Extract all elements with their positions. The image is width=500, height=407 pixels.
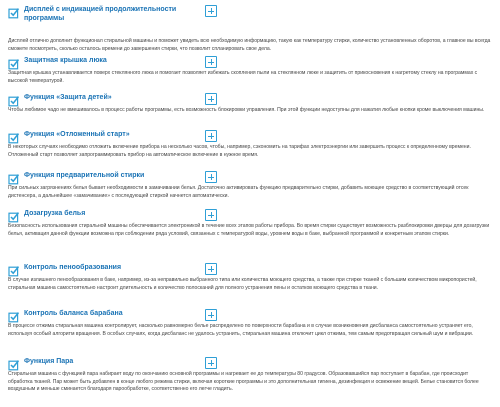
expand-plus-icon[interactable] — [205, 309, 217, 321]
check-icon — [8, 132, 20, 144]
expand-plus-icon[interactable] — [205, 209, 217, 221]
feature-header — [8, 5, 492, 23]
check-icon — [8, 211, 20, 223]
check-icon — [8, 311, 20, 323]
feature-title: Функция Пара — [24, 358, 74, 365]
feature-title: Функция «Защита детей» — [24, 94, 112, 101]
expand-plus-icon[interactable] — [205, 357, 217, 369]
expand-plus-icon[interactable] — [205, 130, 217, 142]
expand-plus-icon[interactable] — [205, 5, 217, 17]
check-icon — [8, 58, 20, 70]
expand-plus-icon[interactable] — [205, 171, 217, 183]
feature-description: Дисплей отлично дополнит функционал стиральной машины и поможет увидеть всю необходимую информацию, такую как температуру стирки, количество установленных оборотов, а главное вы всегда сможете посмотреть, сколько осталось времени до завершения стирки, что позволит спланировать свое дела. — [8, 38, 491, 52]
feature-title: Функция предварительной стирки — [24, 172, 145, 179]
feature-title: Дозагрузка белья — [24, 210, 86, 217]
feature-description: В случае излишнего пенообразования в баке, например, из-за неправильно выбранного типа или количества моющего средства, а также при стирке тканей с большим количеством микропористей, стиральная машина самостоятельно настроит длительность и количество полосканий для полного устранения пены и остатков моющего средства в ткани. — [8, 277, 477, 291]
feature-title: Защитная крышка люка — [24, 57, 107, 64]
expand-plus-icon[interactable] — [205, 56, 217, 68]
check-icon — [8, 95, 20, 107]
feature-description: Безопасность использования стиральной машины обеспечивается электроникой в течение всех этапов работы прибора. Во время стирки существует возможность разблокировки дверцы для дозагрузки белья, активация данной функции возможна при соблюдении ряда условий, связанных с температурой воды, уровнем воды в баке, выбранной программой и конкретным этапом стирки. — [8, 223, 490, 237]
feature-title: Контроль пенообразования — [24, 264, 122, 271]
feature-title: Функция «Отложенный старт» — [24, 131, 130, 138]
feature-description: В процессе отжима стиральная машина контролирует, насколько равномерно белье распределено по поверхности барабана и в случае возникновения дисбаланса самостоятельно устраняет его, используя особый алгоритм вращения. В особых случаях, когда дисбаланс не удалось устранить, стиральная машина отключит цикл отжима, тем самым предотвращая сильный шум и вибрации. — [8, 323, 474, 337]
feature-title: Контроль баланса барабана — [24, 310, 123, 317]
feature-description: Защитная крышка устанавливается поверх стеклянного люка и помогает позволяет избежать скопления пыли на стеклянном люке и защитить от прикосновения к нагретому стеклу на программах с высокой температурой. — [8, 70, 478, 84]
check-icon — [8, 7, 20, 19]
expand-plus-icon[interactable] — [205, 263, 217, 275]
expand-plus-icon[interactable] — [205, 93, 217, 105]
feature-description: При сильных загрязнениях белья бывает необходимости в замачивании белья. Достаточно активировать функцию предварительно стирки, добавить моющее средство в соответствующий отсек дистенсера, а дальнейшее «замачивание» с последующей стиркой начнется автоматически. — [8, 185, 469, 199]
check-icon — [8, 359, 20, 371]
feature-description: В некоторых случаях необходимо отложить включение прибора на несколько часов, чтобы, например, сэкономить на тарифах электроэнергии или завершить процесс к определенному времени. Отложенный старт позволяет запрограммировать прибор на автоматическое включение в нужное время. — [8, 144, 471, 158]
check-icon — [8, 265, 20, 277]
feature-description: Стиральная машина с функцией пара набирает воду по окончанию основной программы и нагревает ее до температуры 80 градусов. Образовавшийся пар поступает в барабан, где происходит обработка тканей. Пар может быть добавлен в конце любого режима стирки, включая короткие программы и это дополнительная гигиена, дезинфекция и освежение вещей. Белье становится более воздушным и меньше сминается благодаря парообработке, соответственно его легче гладить. — [8, 371, 479, 392]
feature-title: Дисплей с индикацией продолжительности программы — [24, 6, 177, 22]
check-icon — [8, 173, 20, 185]
feature-description: Чтобы любимое чадо не вмешивалось в процесс работы программы, есть возможность блокировки управления. При этой функции недоступны для нажатия любые кнопки кроме выключения машины. — [8, 107, 485, 113]
